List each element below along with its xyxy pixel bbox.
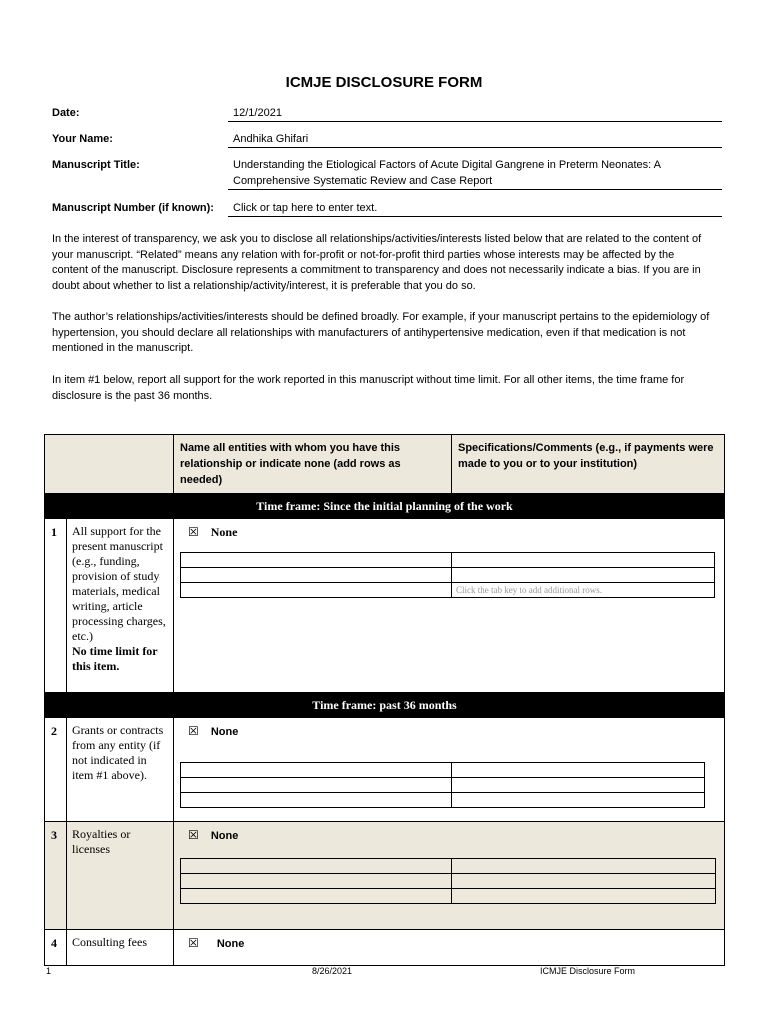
entry-cell[interactable] (181, 778, 452, 793)
item-number: 2 (45, 718, 67, 822)
date-label: Date: (52, 107, 80, 119)
item-number: 3 (45, 822, 67, 930)
item-label: Grants or contracts from any entity (if not indicated in item #1 above). (67, 718, 174, 822)
manuscript-title-label: Manuscript Title: (52, 159, 140, 171)
entry-cell[interactable] (452, 763, 705, 778)
item-response-cell (174, 822, 725, 930)
entry-cell[interactable] (452, 889, 716, 904)
entry-cell[interactable] (181, 889, 452, 904)
entries-subtable (180, 762, 705, 808)
table-row (45, 930, 725, 966)
footer-date: 8/26/2021 (312, 966, 353, 976)
disclosure-table (44, 434, 725, 966)
item-response-cell (174, 930, 725, 966)
entries-subtable (180, 552, 715, 598)
comments-column-header: Specifications/Comments (e.g., if payments were made to you or to your institution) (452, 435, 725, 494)
footer-form-name: ICMJE Disclosure Form (540, 966, 636, 976)
entry-cell[interactable] (181, 583, 452, 598)
timeframe-band-initial: Time frame: Since the initial planning of the work (45, 494, 725, 519)
entry-cell[interactable] (181, 568, 452, 583)
item-response-cell (174, 519, 725, 693)
footer-page-number: 1 (46, 966, 52, 976)
table-row (45, 519, 725, 693)
item-number: 1 (45, 519, 67, 693)
entry-cell[interactable] (452, 778, 705, 793)
checkbox-icon[interactable]: ☒ (188, 724, 199, 738)
entry-cell[interactable] (452, 553, 715, 568)
form-title: ICMJE DISCLOSURE FORM (285, 74, 483, 91)
none-label: None (216, 938, 245, 950)
none-label: None (210, 726, 239, 738)
entry-cell[interactable] (181, 793, 452, 808)
instruction-paragraph-2: The author’s relationships/activities/interests should be defined broadly. For example, if your manuscript pertains to the epidemiology of hypertension, you should declare all relationships with manufacturers of antihypertensive medication, even if that medication is not mentioned in the manuscript. (52, 311, 710, 354)
table-row (45, 822, 725, 930)
tab-hint[interactable]: Click the tab key to add additional rows. (452, 583, 715, 598)
checkbox-icon[interactable]: ☒ (188, 936, 199, 950)
checkbox-icon[interactable]: ☒ (188, 828, 199, 842)
entry-cell[interactable] (452, 874, 716, 889)
date-field[interactable]: 12/1/2021 (228, 105, 722, 122)
item-label: Royalties or licenses (67, 822, 174, 930)
instruction-paragraph-1: In the interest of transparency, we ask you to disclose all relationships/activities/interests listed below that are related to the content of your manuscript. “Related” means any relation with for-profit or not-for-profit third parties whose interests may be affected by the content of the manuscript. Disclosure represents a commitment to transparency and does not necessarily indicate a bias. If you are in doubt about whether to list a relationship/activity/interest, it is preferable that you do so. (52, 233, 702, 292)
item-label-bold: No time limit for this item. (72, 644, 158, 673)
entry-cell[interactable] (181, 763, 452, 778)
name-label: Your Name: (52, 133, 113, 145)
entries-subtable (180, 858, 716, 904)
instruction-paragraph-3: In item #1 below, report all support for the work reported in this manuscript without time limit. For all other items, the time frame for disclosure is the past 36 months. (52, 374, 685, 402)
none-label: None (210, 525, 238, 539)
table-row (45, 718, 725, 822)
checkbox-icon[interactable]: ☒ (188, 525, 199, 539)
entities-column-header: Name all entities with whom you have this relationship or indicate none (add rows as needed) (174, 435, 452, 494)
item-label: Consulting fees (67, 930, 174, 966)
entry-cell[interactable] (452, 568, 715, 583)
header-blank-cell (45, 435, 174, 494)
entry-cell[interactable] (452, 793, 705, 808)
manuscript-number-field[interactable]: Click or tap here to enter text. (228, 200, 722, 217)
manuscript-title-field[interactable]: Understanding the Etiological Factors of Acute Digital Gangrene in Preterm Neonates: A Comprehensive Systematic Review and Case Report (228, 157, 722, 190)
entry-cell[interactable] (452, 859, 716, 874)
entry-cell[interactable] (181, 874, 452, 889)
item-response-cell (174, 718, 725, 822)
item-label (67, 519, 174, 693)
entry-cell[interactable] (181, 553, 452, 568)
item-label-text: All support for the present manuscript (e.g., funding, provision of study materials, medical writing, article processing charges, etc.) (72, 524, 166, 643)
entry-cell[interactable] (181, 859, 452, 874)
timeframe-band-36-months: Time frame: past 36 months (45, 693, 725, 718)
none-label: None (210, 830, 239, 842)
item-number: 4 (45, 930, 67, 966)
manuscript-number-label: Manuscript Number (if known): (52, 202, 214, 214)
name-field[interactable]: Andhika Ghifari (228, 131, 722, 148)
